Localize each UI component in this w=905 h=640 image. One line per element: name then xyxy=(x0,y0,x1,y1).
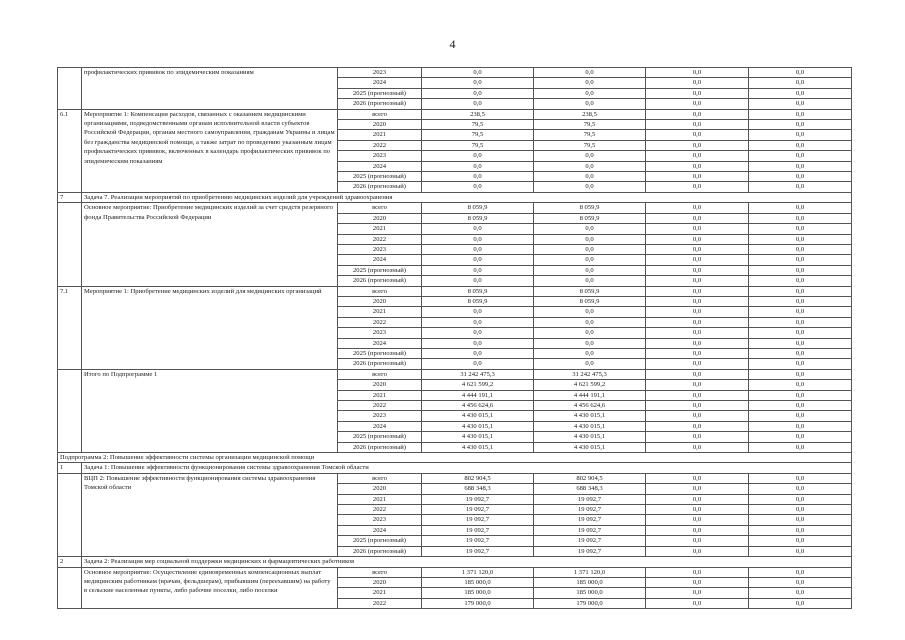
row-number xyxy=(58,369,82,452)
row-number xyxy=(58,473,82,556)
period-cell: 2020 xyxy=(338,296,422,306)
period-cell: 2026 (прогнозный) xyxy=(338,182,422,192)
amount-cell: 0,0 xyxy=(646,515,749,525)
amount-cell: 0,0 xyxy=(646,88,749,98)
amount-cell: 0,0 xyxy=(422,265,534,275)
amount-cell: 0,0 xyxy=(646,359,749,369)
period-cell: 2021 xyxy=(338,494,422,504)
amount-cell: 0,0 xyxy=(422,151,534,161)
table-row xyxy=(58,567,852,577)
amount-cell: 0,0 xyxy=(749,328,852,338)
section-title: Задача 2: Реализация мер социальной поддержки медицинских и фармацевтических работников xyxy=(82,557,852,567)
amount-cell: 0,0 xyxy=(749,68,852,78)
amount-cell: 0,0 xyxy=(646,151,749,161)
amount-cell: 19 092,7 xyxy=(422,525,534,535)
period-cell: 2025 (прогнозный) xyxy=(338,172,422,182)
row-number: 6.1 xyxy=(58,109,82,192)
amount-cell: 0,0 xyxy=(646,265,749,275)
period-cell: 2026 (прогнозный) xyxy=(338,359,422,369)
amount-cell: 79,5 xyxy=(422,130,534,140)
amount-cell: 19 092,7 xyxy=(422,494,534,504)
section-row xyxy=(58,463,852,473)
amount-cell: 0,0 xyxy=(422,276,534,286)
amount-cell: 0,0 xyxy=(646,244,749,254)
amount-cell: 0,0 xyxy=(646,338,749,348)
amount-cell: 0,0 xyxy=(749,567,852,577)
amount-cell: 0,0 xyxy=(749,525,852,535)
amount-cell: 0,0 xyxy=(422,255,534,265)
amount-cell: 0,0 xyxy=(422,317,534,327)
measure-name: Основное мероприятие: Осуществление единовременных компенсационных выплат медицинским работникам (врачам, фельдшерам), прибывшим (переехавшим) на работу в сельские населенные пункты, либо рабочие поселки, либо поселки xyxy=(82,567,338,609)
period-cell: 2021 xyxy=(338,130,422,140)
amount-cell: 0,0 xyxy=(749,286,852,296)
amount-cell: 0,0 xyxy=(422,172,534,182)
amount-cell: 0,0 xyxy=(749,411,852,421)
amount-cell: 0,0 xyxy=(749,546,852,556)
amount-cell: 4 430 015,1 xyxy=(422,442,534,452)
amount-cell: 0,0 xyxy=(646,494,749,504)
amount-cell: 8 059,9 xyxy=(422,203,534,213)
period-cell: 2020 xyxy=(338,484,422,494)
table-row xyxy=(58,203,852,213)
amount-cell: 0,0 xyxy=(749,536,852,546)
row-number: 2 xyxy=(58,557,82,567)
amount-cell: 0,0 xyxy=(646,140,749,150)
amount-cell: 79,5 xyxy=(422,140,534,150)
amount-cell: 0,0 xyxy=(534,317,646,327)
amount-cell: 0,0 xyxy=(646,401,749,411)
amount-cell: 179 000,0 xyxy=(534,598,646,608)
table-row xyxy=(58,286,852,296)
measure-name: Мероприятие 1: Компенсация расходов, связанных с оказанием медицинскими организациями, подведомственными органам исполнительной власти субъектов Российской Федерации, органам местного самоуправления, гражданам Украины и лицам без гражданства медицинской помощи, а также затрат по проведению указанным лицам профилактических прививок, включенных в календарь профилактических прививок по эпидемическим показаниям xyxy=(82,109,338,192)
amount-cell: 0,0 xyxy=(749,484,852,494)
amount-cell: 0,0 xyxy=(646,130,749,140)
period-cell: 2026 (прогнозный) xyxy=(338,99,422,109)
amount-cell: 0,0 xyxy=(422,224,534,234)
section-title: Задача 1: Повышение эффективности функционирования системы здравоохранения Томской области xyxy=(82,463,852,473)
period-cell: 2025 (прогнозный) xyxy=(338,432,422,442)
amount-cell: 4 430 015,1 xyxy=(422,432,534,442)
period-cell: 2021 xyxy=(338,224,422,234)
period-cell: 2026 (прогнозный) xyxy=(338,546,422,556)
amount-cell: 4 456 624,6 xyxy=(422,401,534,411)
amount-cell: 238,5 xyxy=(534,109,646,119)
amount-cell: 0,0 xyxy=(749,505,852,515)
amount-cell: 31 242 475,3 xyxy=(422,369,534,379)
amount-cell: 802 904,5 xyxy=(534,473,646,483)
period-cell: 2023 xyxy=(338,151,422,161)
amount-cell: 4 444 191,1 xyxy=(422,390,534,400)
amount-cell: 0,0 xyxy=(749,130,852,140)
amount-cell: 0,0 xyxy=(646,109,749,119)
amount-cell: 0,0 xyxy=(749,182,852,192)
period-cell: 2025 (прогнозный) xyxy=(338,265,422,275)
amount-cell: 0,0 xyxy=(749,213,852,223)
period-cell: 2024 xyxy=(338,78,422,88)
period-cell: 2025 (прогнозный) xyxy=(338,88,422,98)
amount-cell: 0,0 xyxy=(646,286,749,296)
amount-cell: 0,0 xyxy=(749,161,852,171)
period-cell: всего xyxy=(338,567,422,577)
amount-cell: 0,0 xyxy=(422,78,534,88)
period-cell: 2023 xyxy=(338,328,422,338)
amount-cell: 4 621 599,2 xyxy=(422,380,534,390)
period-cell: 2024 xyxy=(338,338,422,348)
amount-cell: 1 371 120,0 xyxy=(422,567,534,577)
measure-name: ВЦП 2: Повышение эффективности функционирования системы здравоохранения Томской области xyxy=(82,473,338,556)
amount-cell: 0,0 xyxy=(749,442,852,452)
amount-cell: 0,0 xyxy=(646,224,749,234)
amount-cell: 19 092,7 xyxy=(534,515,646,525)
amount-cell: 8 059,9 xyxy=(422,286,534,296)
amount-cell: 0,0 xyxy=(646,588,749,598)
amount-cell: 0,0 xyxy=(749,473,852,483)
measure-name: Основное мероприятие: Приобретение медицинских изделий за счет средств резервного фонда Правительства Российской Федерации xyxy=(82,203,338,286)
amount-cell: 4 430 015,1 xyxy=(534,442,646,452)
amount-cell: 0,0 xyxy=(422,359,534,369)
amount-cell: 0,0 xyxy=(749,338,852,348)
amount-cell: 0,0 xyxy=(646,442,749,452)
table-row xyxy=(58,369,852,379)
amount-cell: 0,0 xyxy=(646,567,749,577)
amount-cell: 0,0 xyxy=(422,348,534,358)
amount-cell: 0,0 xyxy=(749,359,852,369)
amount-cell: 0,0 xyxy=(422,99,534,109)
subprogram-title: Подпрограмма 2: Повышение эффективности системы организации медицинской помощи xyxy=(58,453,852,463)
amount-cell: 0,0 xyxy=(534,68,646,78)
amount-cell: 0,0 xyxy=(749,390,852,400)
amount-cell: 185 000,0 xyxy=(534,577,646,587)
period-cell: 2021 xyxy=(338,588,422,598)
amount-cell: 0,0 xyxy=(422,88,534,98)
amount-cell: 0,0 xyxy=(646,317,749,327)
amount-cell: 0,0 xyxy=(749,348,852,358)
amount-cell: 0,0 xyxy=(422,161,534,171)
amount-cell: 0,0 xyxy=(749,88,852,98)
amount-cell: 0,0 xyxy=(749,140,852,150)
amount-cell: 0,0 xyxy=(534,78,646,88)
amount-cell: 0,0 xyxy=(749,380,852,390)
amount-cell: 0,0 xyxy=(646,411,749,421)
amount-cell: 19 092,7 xyxy=(422,515,534,525)
amount-cell: 79,5 xyxy=(534,130,646,140)
amount-cell: 0,0 xyxy=(646,577,749,587)
amount-cell: 0,0 xyxy=(534,99,646,109)
amount-cell: 0,0 xyxy=(534,276,646,286)
amount-cell: 0,0 xyxy=(749,109,852,119)
amount-cell: 0,0 xyxy=(749,276,852,286)
amount-cell: 0,0 xyxy=(749,151,852,161)
period-cell: 2024 xyxy=(338,525,422,535)
amount-cell: 0,0 xyxy=(534,88,646,98)
amount-cell: 0,0 xyxy=(749,369,852,379)
amount-cell: 238,5 xyxy=(422,109,534,119)
amount-cell: 79,5 xyxy=(534,140,646,150)
amount-cell: 0,0 xyxy=(534,161,646,171)
amount-cell: 31 242 475,3 xyxy=(534,369,646,379)
amount-cell: 0,0 xyxy=(646,213,749,223)
period-cell: 2022 xyxy=(338,401,422,411)
amount-cell: 0,0 xyxy=(749,265,852,275)
amount-cell: 0,0 xyxy=(646,68,749,78)
amount-cell: 4 456 624,6 xyxy=(534,401,646,411)
amount-cell: 0,0 xyxy=(534,359,646,369)
amount-cell: 0,0 xyxy=(534,151,646,161)
amount-cell: 0,0 xyxy=(749,120,852,130)
period-cell: 2020 xyxy=(338,213,422,223)
amount-cell: 0,0 xyxy=(422,328,534,338)
amount-cell: 8 059,9 xyxy=(422,296,534,306)
amount-cell: 0,0 xyxy=(646,172,749,182)
amount-cell: 0,0 xyxy=(646,473,749,483)
amount-cell: 0,0 xyxy=(646,182,749,192)
amount-cell: 19 092,7 xyxy=(534,536,646,546)
amount-cell: 0,0 xyxy=(646,348,749,358)
amount-cell: 19 092,7 xyxy=(422,546,534,556)
amount-cell: 185 000,0 xyxy=(422,588,534,598)
amount-cell: 0,0 xyxy=(646,369,749,379)
amount-cell: 0,0 xyxy=(646,161,749,171)
period-cell: 2024 xyxy=(338,255,422,265)
section-title: Задача 7. Реализация мероприятий по приобретению медицинских изделий для учреждений здравоохранения xyxy=(82,192,852,202)
amount-cell: 0,0 xyxy=(646,255,749,265)
period-cell: 2025 (прогнозный) xyxy=(338,536,422,546)
row-number: 1 xyxy=(58,463,82,473)
amount-cell: 0,0 xyxy=(422,244,534,254)
amount-cell: 0,0 xyxy=(749,515,852,525)
page-number: 4 xyxy=(449,37,456,51)
amount-cell: 0,0 xyxy=(749,99,852,109)
amount-cell: 0,0 xyxy=(534,244,646,254)
period-cell: 2022 xyxy=(338,598,422,608)
measure-name: Мероприятие 1: Приобретение медицинских изделий для медицинских организаций xyxy=(82,286,338,369)
period-cell: 2020 xyxy=(338,577,422,587)
amount-cell: 0,0 xyxy=(646,525,749,535)
amount-cell: 0,0 xyxy=(646,598,749,608)
amount-cell: 0,0 xyxy=(749,307,852,317)
period-cell: 2023 xyxy=(338,244,422,254)
section-row xyxy=(58,557,852,567)
amount-cell: 0,0 xyxy=(749,432,852,442)
amount-cell: 802 904,5 xyxy=(422,473,534,483)
amount-cell: 0,0 xyxy=(646,380,749,390)
amount-cell: 0,0 xyxy=(749,577,852,587)
amount-cell: 0,0 xyxy=(646,99,749,109)
period-cell: всего xyxy=(338,473,422,483)
row-number xyxy=(58,203,82,286)
amount-cell: 4 430 015,1 xyxy=(534,411,646,421)
period-cell: 2026 (прогнозный) xyxy=(338,276,422,286)
amount-cell: 0,0 xyxy=(749,244,852,254)
amount-cell: 0,0 xyxy=(646,234,749,244)
amount-cell: 19 092,7 xyxy=(534,546,646,556)
amount-cell: 0,0 xyxy=(646,296,749,306)
amount-cell: 0,0 xyxy=(646,120,749,130)
amount-cell: 0,0 xyxy=(646,78,749,88)
amount-cell: 19 092,7 xyxy=(534,494,646,504)
amount-cell: 0,0 xyxy=(422,182,534,192)
measure-name: Итого по Подпрограмме 1 xyxy=(82,369,338,452)
period-cell: 2022 xyxy=(338,505,422,515)
amount-cell: 0,0 xyxy=(534,307,646,317)
amount-cell: 185 000,0 xyxy=(422,577,534,587)
amount-cell: 0,0 xyxy=(646,546,749,556)
period-cell: 2020 xyxy=(338,380,422,390)
amount-cell: 19 092,7 xyxy=(422,505,534,515)
amount-cell: 0,0 xyxy=(534,182,646,192)
amount-cell: 0,0 xyxy=(749,588,852,598)
period-cell: всего xyxy=(338,369,422,379)
amount-cell: 8 059,9 xyxy=(534,296,646,306)
amount-cell: 185 000,0 xyxy=(534,588,646,598)
amount-cell: 0,0 xyxy=(749,296,852,306)
amount-cell: 0,0 xyxy=(534,348,646,358)
amount-cell: 0,0 xyxy=(422,338,534,348)
amount-cell: 0,0 xyxy=(749,494,852,504)
amount-cell: 0,0 xyxy=(646,421,749,431)
amount-cell: 19 092,7 xyxy=(422,536,534,546)
amount-cell: 0,0 xyxy=(749,172,852,182)
row-number: 7.1 xyxy=(58,286,82,369)
amount-cell: 4 430 015,1 xyxy=(422,421,534,431)
table-row xyxy=(58,68,852,78)
amount-cell: 0,0 xyxy=(749,234,852,244)
amount-cell: 179 000,0 xyxy=(422,598,534,608)
amount-cell: 8 059,9 xyxy=(534,286,646,296)
period-cell: всего xyxy=(338,286,422,296)
amount-cell: 0,0 xyxy=(534,328,646,338)
amount-cell: 0,0 xyxy=(534,234,646,244)
period-cell: 2020 xyxy=(338,120,422,130)
period-cell: 2023 xyxy=(338,68,422,78)
budget-table xyxy=(57,67,852,609)
amount-cell: 0,0 xyxy=(749,224,852,234)
period-cell: 2024 xyxy=(338,161,422,171)
amount-cell: 8 059,9 xyxy=(534,213,646,223)
amount-cell: 0,0 xyxy=(749,203,852,213)
amount-cell: 688 348,3 xyxy=(534,484,646,494)
section-row xyxy=(58,192,852,202)
measure-name: профилактических прививок по эпидемическим показаниям xyxy=(82,68,338,110)
amount-cell: 0,0 xyxy=(749,255,852,265)
amount-cell: 4 430 015,1 xyxy=(534,421,646,431)
amount-cell: 0,0 xyxy=(646,328,749,338)
period-cell: всего xyxy=(338,203,422,213)
amount-cell: 4 430 015,1 xyxy=(422,411,534,421)
amount-cell: 0,0 xyxy=(749,421,852,431)
period-cell: всего xyxy=(338,109,422,119)
amount-cell: 19 092,7 xyxy=(534,505,646,515)
table-row xyxy=(58,473,852,483)
subprogram-row xyxy=(58,453,852,463)
amount-cell: 0,0 xyxy=(646,276,749,286)
amount-cell: 4 621 599,2 xyxy=(534,380,646,390)
amount-cell: 0,0 xyxy=(749,401,852,411)
amount-cell: 0,0 xyxy=(534,255,646,265)
period-cell: 2025 (прогнозный) xyxy=(338,348,422,358)
amount-cell: 8 059,9 xyxy=(422,213,534,223)
amount-cell: 0,0 xyxy=(422,234,534,244)
amount-cell: 0,0 xyxy=(534,172,646,182)
amount-cell: 4 444 191,1 xyxy=(534,390,646,400)
table-row xyxy=(58,109,852,119)
amount-cell: 0,0 xyxy=(534,265,646,275)
period-cell: 2022 xyxy=(338,234,422,244)
amount-cell: 8 059,9 xyxy=(534,203,646,213)
row-number xyxy=(58,567,82,609)
amount-cell: 0,0 xyxy=(646,307,749,317)
amount-cell: 79,5 xyxy=(422,120,534,130)
amount-cell: 0,0 xyxy=(646,203,749,213)
period-cell: 2022 xyxy=(338,317,422,327)
amount-cell: 0,0 xyxy=(646,432,749,442)
period-cell: 2023 xyxy=(338,411,422,421)
amount-cell: 0,0 xyxy=(646,390,749,400)
amount-cell: 0,0 xyxy=(749,78,852,88)
period-cell: 2024 xyxy=(338,421,422,431)
period-cell: 2022 xyxy=(338,140,422,150)
amount-cell: 19 092,7 xyxy=(534,525,646,535)
amount-cell: 0,0 xyxy=(646,484,749,494)
row-number: 7 xyxy=(58,192,82,202)
amount-cell: 0,0 xyxy=(646,505,749,515)
amount-cell: 0,0 xyxy=(422,68,534,78)
amount-cell: 0,0 xyxy=(749,598,852,608)
period-cell: 2023 xyxy=(338,515,422,525)
period-cell: 2021 xyxy=(338,307,422,317)
row-number xyxy=(58,68,82,110)
amount-cell: 0,0 xyxy=(534,224,646,234)
amount-cell: 0,0 xyxy=(646,536,749,546)
amount-cell: 688 348,3 xyxy=(422,484,534,494)
period-cell: 2021 xyxy=(338,390,422,400)
amount-cell: 0,0 xyxy=(749,317,852,327)
amount-cell: 79,5 xyxy=(534,120,646,130)
period-cell: 2026 (прогнозный) xyxy=(338,442,422,452)
amount-cell: 0,0 xyxy=(422,307,534,317)
amount-cell: 0,0 xyxy=(534,338,646,348)
amount-cell: 4 430 015,1 xyxy=(534,432,646,442)
amount-cell: 1 371 120,0 xyxy=(534,567,646,577)
